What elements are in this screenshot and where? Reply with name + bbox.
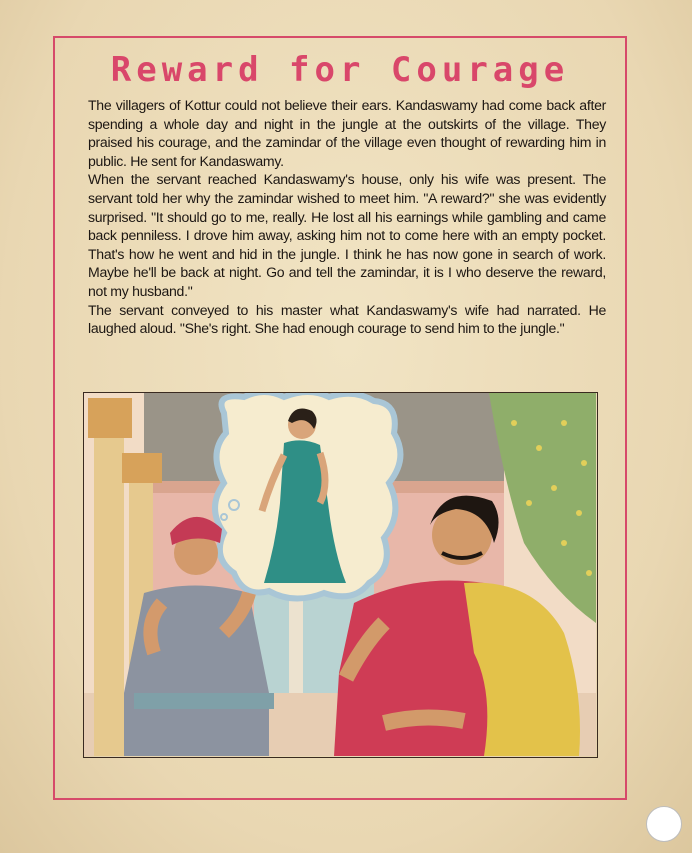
illustration-art: [84, 393, 596, 756]
paragraph-2: When the servant reached Kandaswamy's house, only his wife was present. The servant told her why the zamindar wished to meet him. "A reward?" she was evidently surprised. "It should go to me, really. He lost all his earnings while gambling and came back penniless. I drove him away, asking him not to come here with an empty pocket. That's how he went and hid in the jungle. I think he has now gone in search of work. Maybe he'll be back at night. Go and tell the zamindar, it is I who deserve the reward, not my husband.": [88, 171, 606, 299]
story-title: Reward for Courage: [110, 50, 570, 90]
paragraph-1: The villagers of Kottur could not believe their ears. Kandaswamy had come back after spending a whole day and night in the jungle at the outskirts of the village. They praised his courage, and the zamindar of the village even thought of rewarding him in public. He sent for Kandaswamy.: [88, 97, 606, 169]
paragraph-3: The servant conveyed to his master what Kandaswamy's wife had narrated. He laughed aloud. "She's right. She had enough courage to send him to the jungle.": [88, 301, 606, 337]
story-text: [88, 96, 606, 338]
pillar-left: [94, 423, 124, 756]
story-illustration: [83, 392, 598, 758]
watermark-logo: [646, 806, 682, 842]
